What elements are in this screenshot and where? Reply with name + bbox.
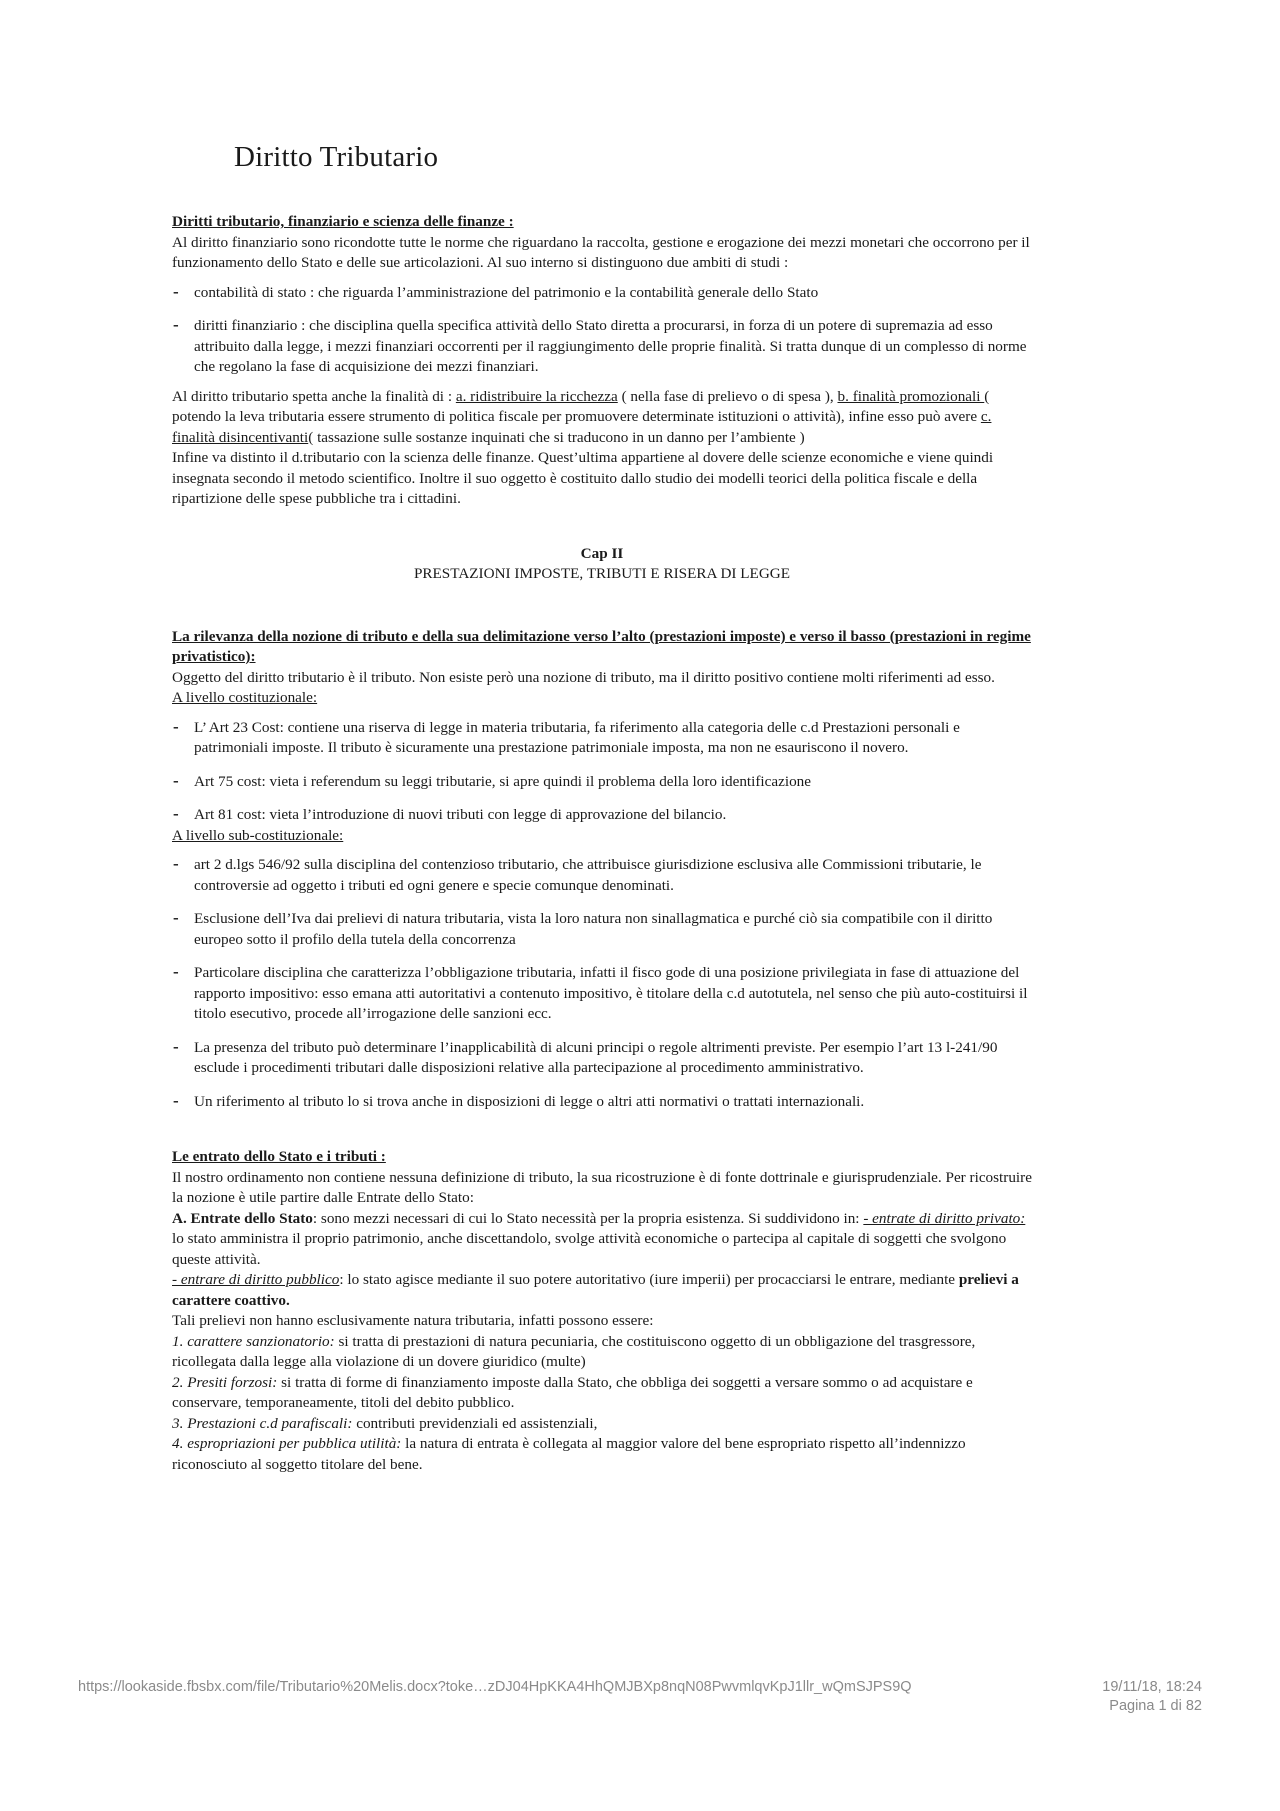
footer-url: https://lookaside.fbsbx.com/file/Tributario%20Melis.docx?toke…zDJ04HpKKA4HhQMJBXp8nqN08PwvmlqvKpJ1llr_wQmSJPS9Q [78,1679,912,1695]
numbered-item: 1. carattere sanzionatorio: si tratta di prestazioni di natura pecuniaria, che costituiscono oggetto di un obbligazione del trasgressore, ricollegata dalla legge alla violazione di un dovere giuridico (multe) [172,1332,976,1370]
list-item: - Particolare disciplina che caratterizza l’obbligazione tributaria, infatti il fisco gode di una posizione privilegiata in fase di attuazione del rapporto impositivo: esso emana atti autoritativi a contenuto impositivo, è titolare della c.d autotutela, nel senso che più auto-costituirsi il titolo esecutivo, procede all’irrogazione delle sanzioni ecc. [173,962,1028,1022]
document-title: Diritto Tributario [234,141,439,173]
footer-meta [1102,1678,1202,1716]
list-item: - La presenza del tributo può determinare l’inapplicabilità di alcuni principi o regole altrimenti previste. Per esempio l’art 13 l-241/90 esclude i procedimenti tributari dalle disposizioni relative alla partecipazione al procedimento amministrativo. [173,1036,998,1076]
chapter-number: Cap II [580,544,624,562]
list-item: - diritti finanziario : che disciplina quella specifica attività dello Stato diretta a procurarsi, in forza di un potere di supremazia ad esso attribuito dalla legge, i mezzi finanziari occorrenti per il raggiungimento delle proprie finalità. Si tratta dunque di un complesso di norme che regolano la fase di acquisizione dei mezzi finanziari. [173,315,1027,375]
numbered-item: 4. espropriazioni per pubblica utilità: la natura di entrata è collegata al maggior valore del bene espropriato rispetto all’indennizzo riconosciuto al soggetto titolare del bene. [172,1435,966,1473]
footer-datetime: 19/11/18, 18:24 [1102,1679,1202,1695]
dash-bullet-icon: - [173,908,179,927]
dash-bullet-icon: - [173,1090,179,1110]
document-body [172,212,1032,1475]
numbered-item: 2. Presiti forzosi: si tratta di forme di finanziamento imposte dalla Stato, che obbliga dei soggetti a versare sommo o ad acquistare e conservare, temporaneamente, titoli del debito pubblico. [172,1373,973,1411]
dash-bullet-icon: - [173,854,179,873]
chapter-title: PRESTAZIONI IMPOSTE, TRIBUTI E RISERA DI LEGGE [413,565,791,582]
subheading: A livello costituzionale: [172,689,318,706]
list-item: - Un riferimento al tributo lo si trova anche in disposizioni di legge o altri atti normativi o trattati internazionali. [173,1090,865,1110]
numbered-item: 3. Prestazioni c.d parafiscali: contributi previdenziali ed assistenziali, [172,1414,598,1432]
dash-bullet-icon: - [173,716,179,736]
list-item: - Art 75 cost: vieta i referendum su leggi tributarie, si apre quindi il problema della loro identificazione [173,770,812,790]
paragraph: Oggetto del diritto tributario è il tributo. Non esiste però una nozione di tributo, ma il diritto positivo contiene molti riferimenti ad esso. [172,668,995,686]
section-heading: Diritti tributario, finanziario e scienza delle finanze : [172,213,514,230]
list-item: - contabilità di stato : che riguarda l’amministrazione del patrimonio e la contabilità generale dello Stato [173,281,819,301]
dash-bullet-icon: - [173,804,179,823]
paragraph: A. Entrate dello Stato: sono mezzi necessari di cui lo Stato necessità per la propria esistenza. Si suddividono in: - entrate di diritto privato: lo stato amministra il proprio patrimonio, anche discettandolo, svolge attività economiche o partecipa al capitale di soggetti che svolgono queste attività. [172,1209,1026,1268]
dash-bullet-icon: - [173,770,179,790]
list-item: - Esclusione dell’Iva dai prelievi di natura tributaria, vista la loro natura non sinallagmatica e purché ciò sia compatibile con il diritto europeo sotto il profilo della tutela della concorrenza [173,908,993,948]
bullet-list [172,855,1032,1112]
paragraph: Il nostro ordinamento non contiene nessuna definizione di tributo, la sua ricostruzione è di fonte dottrinale e giurisprudenziale. Per ricostruire la nozione è utile partire dalle Entrate dello Stato: [172,1168,1032,1206]
dash-bullet-icon: - [173,315,179,334]
section-heading: Le entrato dello Stato e i tributi : [172,1148,386,1165]
subheading: A livello sub-costituzionale: [172,826,344,844]
footer-page-number: Pagina 1 di 82 [1109,1698,1202,1714]
dash-bullet-icon: - [173,962,179,981]
list-item: - art 2 d.lgs 546/92 sulla disciplina del contenzioso tributario, che attribuisce giurisdizione esclusiva alle Commissioni tributarie, le controversie ad oggetto i tributi ed ogni genere e specie comunque denominati. [173,854,982,894]
paragraph: Infine va distinto il d.tributario con la scienza delle finanze. Quest’ultima appartiene al dovere delle scienze economiche e viene quindi insegnata secondo il metodo scientifico. Inoltre il suo oggetto è costituito dallo studio dei modelli teorici della politica fiscale e della ripartizione delle spese pubbliche tra i cittadini. [172,449,994,507]
bullet-list [172,283,1032,378]
paragraph: Al diritto tributario spetta anche la finalità di : a. ridistribuire la ricchezza ( nella fase di prelievo o di spesa ), b. finalità promozionali ( potendo la leva tributaria essere strumento di politica fiscale per promuovere determinate istituzioni o attività), infine esso può avere c. finalità disincentivanti( tassazione sulle sostanze inquinati che si traducono in un danno per l’ambiente ) [172,387,992,446]
paragraph: - entrare di diritto pubblico: lo stato agisce mediante il suo potere autoritativo (iure imperii) per procacciarsi le entrare, mediante prelievi a carattere coattivo. [172,1271,1019,1309]
list-item: - L’ Art 23 Cost: contiene una riserva di legge in materia tributaria, fa riferimento alla categoria delle c.d Prestazioni personali e patrimoniali imposte. Il tributo è sicuramente una prestazione patrimoniale imposta, ma non ne esauriscono il novero. [173,716,960,756]
section-heading: La rilevanza della nozione di tributo e della sua delimitazione verso l’alto (prestazioni imposte) e verso il basso (prestazioni in regime privatistico): [172,627,1031,665]
list-item: - Art 81 cost: vieta l’introduzione di nuovi tributi con legge di approvazione del bilancio. [173,804,727,823]
dash-bullet-icon: - [173,281,179,301]
bullet-list [172,718,1032,826]
dash-bullet-icon: - [173,1036,179,1056]
paragraph: Al diritto finanziario sono ricondotte tutte le norme che riguardano la raccolta, gestione e erogazione dei mezzi monetari che occorrono per il funzionamento dello Stato e delle sue articolazioni. Al suo interno si distinguono due ambiti di studi : [172,233,1030,271]
paragraph: Tali prelievi non hanno esclusivamente natura tributaria, infatti possono essere: [172,1312,654,1329]
